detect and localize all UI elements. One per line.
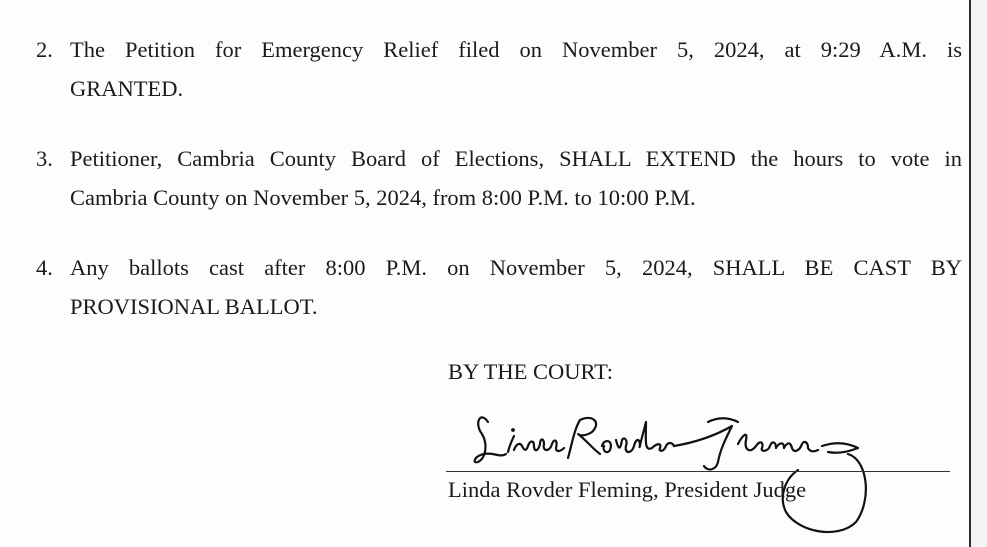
- item-line: Any ballots cast after 8:00 P.M. on November 5, 2024, SHALL BE CAST BY: [70, 255, 962, 280]
- page-margin: [971, 0, 987, 547]
- item-text: [70, 248, 962, 326]
- item-text: [70, 139, 962, 217]
- item-line: Cambria County on November 5, 2024, from 8:00 P.M. to 10:00 P.M.: [70, 185, 696, 210]
- item-line: The Petition for Emergency Relief filed on November 5, 2024, at 9:29 A.M. is: [70, 37, 962, 62]
- item-line: PROVISIONAL BALLOT.: [70, 294, 318, 319]
- signer-name-title: Linda Rovder Fleming, President Judge: [448, 477, 807, 502]
- handwritten-signature: [468, 400, 868, 540]
- by-the-court-label: BY THE COURT:: [448, 359, 614, 384]
- item-line: Petitioner, Cambria County Board of Elections, SHALL EXTEND the hours to vote in: [70, 146, 962, 171]
- item-number: 3.: [36, 146, 53, 171]
- item-line: GRANTED.: [70, 76, 184, 101]
- item-number: 2.: [36, 37, 53, 62]
- item-text: [70, 30, 962, 108]
- item-number: 4.: [36, 255, 53, 280]
